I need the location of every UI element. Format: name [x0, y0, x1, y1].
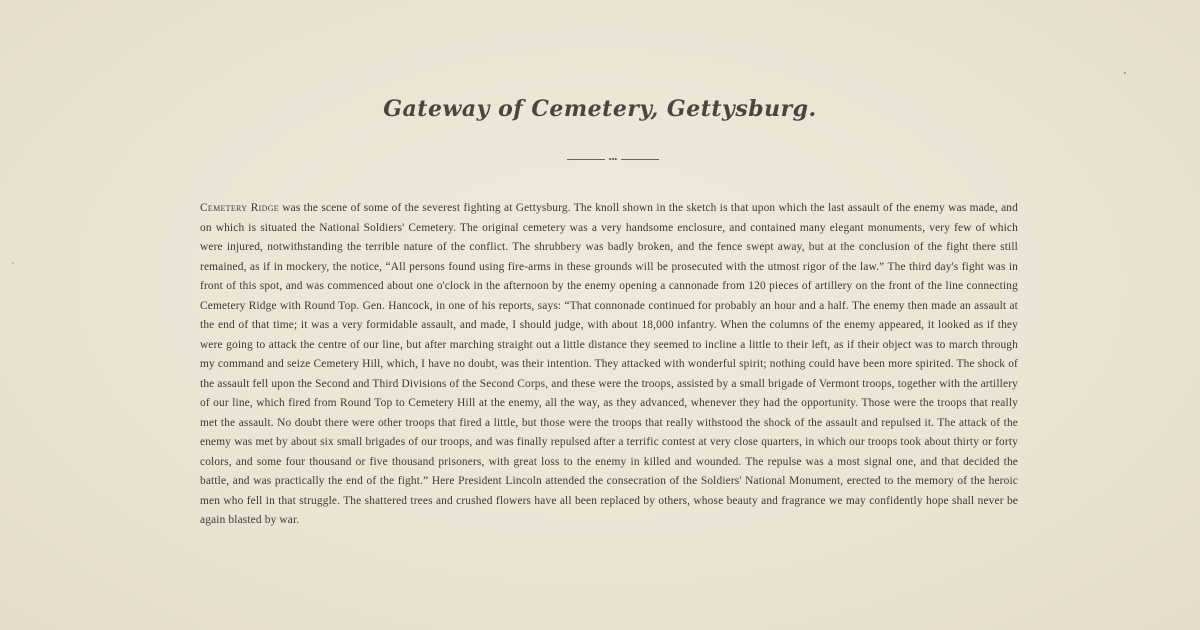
title-ornament [567, 156, 659, 164]
ornament-rule-right [621, 159, 659, 160]
paper-speck [12, 262, 14, 264]
page-title: Gateway of Cemetery, Gettysburg. [383, 96, 817, 122]
paper-speck [1124, 72, 1126, 74]
body-text: was the scene of some of the severest fighting at Gettysburg. The knoll shown in the sketch is that upon which the last assault of the enemy was made, and on which is situated the National Soldiers' Cemetery. The original cemetery was a very handsome enclosure, and contained many elegant monuments, very few of which were injured, notwithstanding the terrible nature of the conflict. The shrubbery was badly broken, and the fence swept away, but at the conclusion of the fight there still remained, as if in mockery, the notice, “All persons found using fire-arms in these grounds will be prosecuted with the utmost rigor of the law.” The third day's fight was in front of this spot, and was commenced about one o'clock in the afternoon by the enemy opening a cannonade from 120 pieces of artillery on the front of the line connecting Cemetery Ridge with Round Top. Gen. Hancock, in one of his reports, says: “That connonade continued for probably an hour and a half. The enemy then made an assault at the end of that time; it was a very formidable assault, and made, I should judge, with about 18,000 infantry. When the columns of the enemy appeared, it looked as if they were going to attack the centre of our line, but after marching straight out a little distance they seemed to incline a little to their left, as if their object was to march through my command and seize Cemetery Hill, which, I have no doubt, was their intention. They attacked with wonderful spirit; nothing could have been more spirited. The shock of the assault fell upon the Second and Third Divisions of the Second Corps, and these were the troops, assisted by a small brigade of Vermont troops, together with the artillery of our line, which fired from Round Top to Cemetery Hill at the enemy, all the way, as they advanced, whenever they had the opportunity. Those were the troops that really met the assault. No doubt there were other troops that fired a little, but those were the troops that really withstood the shock of the assault and repulsed it. The attack of the enemy was met by about six small brigades of our troops, and was finally repulsed after a terrific contest at very close quarters, in which our troops took about thirty or forty colors, and some four thousand or five thousand prisoners, with great loss to the enemy in killed and wounded. The repulse was a most signal one, and that decided the battle, and was practically the end of the fight.” Here President Lincoln attended the consecration of the Soldiers' National Monument, erected to the memory of the heroic men who fell in that struggle. The shattered trees and crushed flowers have all been replaced by others, whose beauty and fragrance we may confidently hope shall never be again blasted by war. [200, 202, 1018, 527]
ornament-rule-left [567, 159, 605, 160]
lead-words: Cemetery Ridge [200, 202, 279, 215]
body-paragraph [200, 199, 1018, 531]
ornament-dots: ••• [608, 155, 618, 164]
